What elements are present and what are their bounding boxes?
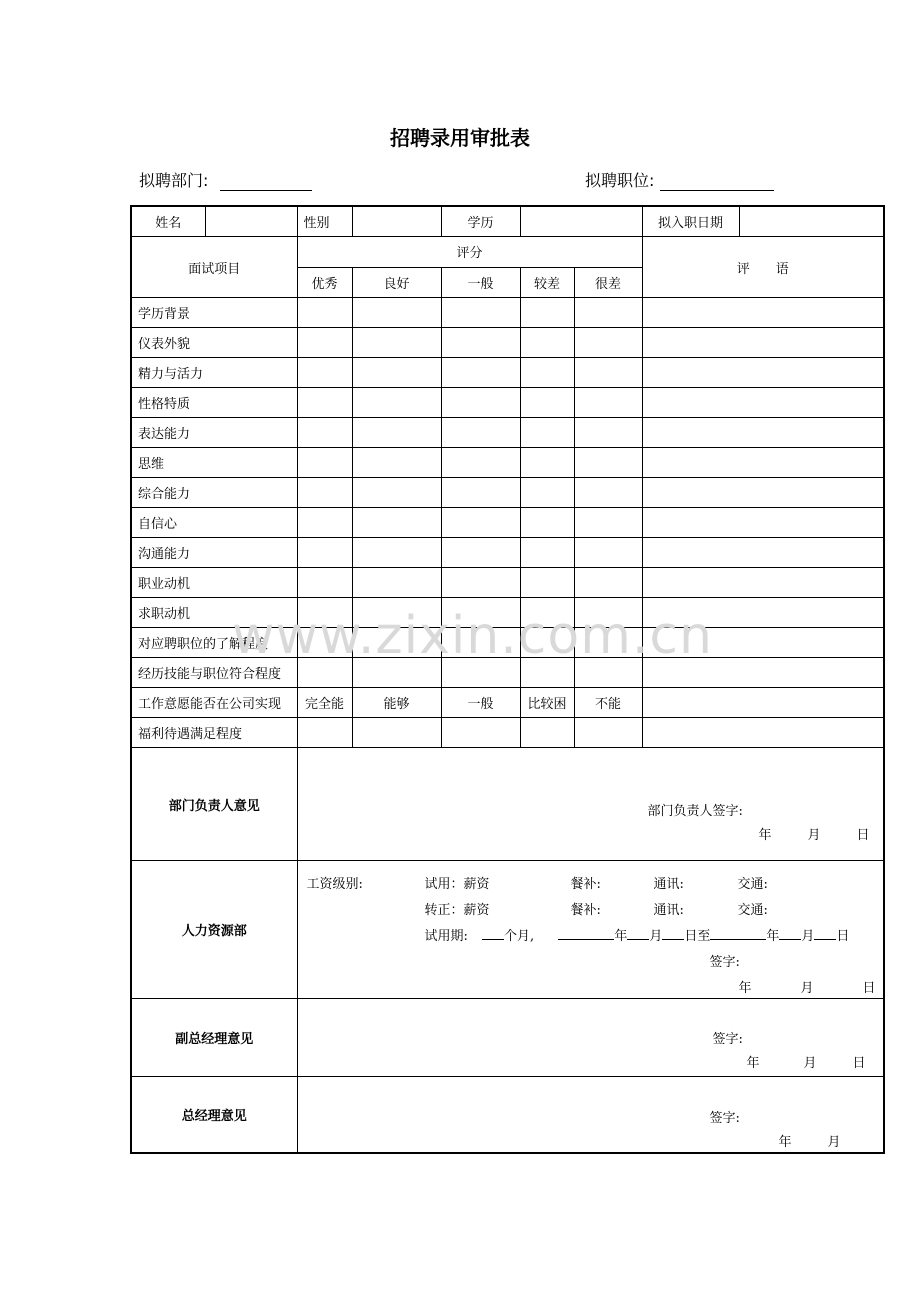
start-year-blank[interactable] [558, 927, 614, 940]
grade-poor: 较差 [520, 267, 574, 298]
score-cell[interactable] [574, 388, 642, 418]
eval-item-label: 沟通能力 [131, 538, 297, 568]
year-label: 年 [746, 1056, 760, 1071]
eval-item-row [131, 448, 884, 478]
score-cell[interactable] [574, 538, 642, 568]
score-cell[interactable] [441, 508, 520, 538]
hr-row [131, 861, 884, 999]
approval-form-table [130, 205, 885, 1154]
dept-label: 拟聘部门: [139, 171, 209, 190]
vice-gm-label: 副总经理意见 [131, 999, 297, 1077]
score-cell[interactable] [441, 388, 520, 418]
score-cell[interactable] [441, 328, 520, 358]
score-cell[interactable] [297, 388, 352, 418]
comm-label: 通讯: [653, 903, 684, 918]
comment-cell[interactable] [642, 538, 884, 568]
score-cell[interactable] [441, 628, 520, 658]
score-cell[interactable] [574, 358, 642, 388]
month-label: 月 [801, 929, 815, 944]
score-cell[interactable] [574, 478, 642, 508]
score-cell[interactable] [297, 298, 352, 328]
start-day-blank[interactable] [662, 927, 684, 940]
eval-rows [131, 298, 884, 688]
eval-item-row [131, 538, 884, 568]
score-cell[interactable] [352, 328, 441, 358]
comment-cell[interactable] [642, 328, 884, 358]
eval-item-label: 对应聘职位的了解程度 [131, 628, 297, 658]
eval-item-label: 学历背景 [131, 298, 297, 328]
willing-option[interactable]: 完全能 [297, 688, 352, 718]
eval-item-label: 表达能力 [131, 418, 297, 448]
name-cell[interactable] [205, 206, 297, 237]
grade-excellent: 优秀 [297, 267, 352, 298]
score-cell[interactable] [352, 358, 441, 388]
transport-label: 交通: [737, 903, 768, 918]
eval-item-label: 性格特质 [131, 388, 297, 418]
eval-item-label: 经历技能与职位符合程度 [131, 658, 297, 688]
eval-item-label: 自信心 [131, 508, 297, 538]
score-cell[interactable] [297, 568, 352, 598]
meal-label: 餐补: [570, 903, 601, 918]
day-label: 日 [856, 828, 870, 843]
dept-field [139, 168, 312, 191]
score-cell[interactable] [441, 358, 520, 388]
eval-header-row [131, 237, 884, 268]
welfare-row [131, 718, 884, 748]
month-label: 月 [803, 1056, 817, 1071]
score-cell[interactable] [441, 568, 520, 598]
score-cell[interactable] [520, 358, 574, 388]
score-cell[interactable] [352, 478, 441, 508]
end-month-blank[interactable] [779, 927, 801, 940]
months-blank[interactable] [482, 927, 504, 940]
score-cell[interactable] [574, 568, 642, 598]
score-cell[interactable] [441, 598, 520, 628]
name-label: 姓名 [131, 206, 205, 237]
hr-box[interactable] [297, 861, 884, 999]
score-cell[interactable] [520, 598, 574, 628]
eval-item-row [131, 598, 884, 628]
month-unit: 个月, [504, 929, 535, 944]
willing-option[interactable]: 不能 [574, 688, 642, 718]
eval-item-row [131, 508, 884, 538]
score-cell[interactable] [441, 448, 520, 478]
end-year-blank[interactable] [710, 927, 766, 940]
score-cell[interactable] [441, 478, 520, 508]
transport-label: 交通: [737, 877, 768, 892]
eval-item-row [131, 358, 884, 388]
score-cell[interactable] [520, 328, 574, 358]
day-label: 日 [862, 981, 876, 996]
position-field [585, 168, 774, 191]
month-label: 月 [807, 828, 821, 843]
score-cell[interactable] [520, 418, 574, 448]
score-cell[interactable] [297, 718, 352, 748]
score-cell[interactable] [352, 598, 441, 628]
to-label: 日至 [684, 929, 711, 944]
welfare-item: 福利待遇满足程度 [131, 718, 297, 748]
score-cell[interactable] [352, 628, 441, 658]
dept-opinion-row [131, 748, 884, 861]
score-cell[interactable] [574, 628, 642, 658]
gm-row [131, 1077, 884, 1154]
score-cell[interactable] [297, 418, 352, 448]
score-header: 评分 [297, 237, 642, 268]
eval-item-row [131, 388, 884, 418]
willing-row [131, 688, 884, 718]
eval-item-row [131, 568, 884, 598]
score-cell[interactable] [297, 538, 352, 568]
score-cell[interactable] [441, 718, 520, 748]
salary-level-label: 工资级别: [306, 877, 363, 892]
year-label: 年 [778, 1135, 792, 1150]
year-label: 年 [766, 929, 780, 944]
score-cell[interactable] [352, 658, 441, 688]
score-cell[interactable] [574, 508, 642, 538]
willing-item: 工作意愿能否在公司实现 [131, 688, 297, 718]
score-cell[interactable] [441, 658, 520, 688]
eval-item-label: 求职动机 [131, 598, 297, 628]
comment-cell[interactable] [642, 628, 884, 658]
comment-cell[interactable] [642, 718, 884, 748]
form-title: 招聘录用审批表 [390, 126, 530, 150]
dept-sign-label: 部门负责人签字: [647, 804, 743, 819]
score-cell[interactable] [574, 298, 642, 328]
willing-option[interactable]: 比较困 [520, 688, 574, 718]
end-day-blank[interactable] [814, 927, 836, 940]
comment-cell[interactable] [642, 598, 884, 628]
dept-opinion-label: 部门负责人意见 [131, 748, 297, 861]
score-cell[interactable] [520, 448, 574, 478]
item-header: 面试项目 [131, 237, 297, 298]
score-cell[interactable] [520, 628, 574, 658]
dept-opinion-box[interactable] [297, 748, 884, 861]
eval-item-row [131, 298, 884, 328]
day-label: 日 [852, 1056, 866, 1071]
score-cell[interactable] [520, 538, 574, 568]
score-cell[interactable] [297, 328, 352, 358]
gm-sign-label: 签字: [709, 1111, 740, 1126]
year-label: 年 [758, 828, 772, 843]
comment-header: 评 语 [642, 237, 884, 298]
comment-cell[interactable] [642, 478, 884, 508]
score-cell[interactable] [574, 718, 642, 748]
eval-item-row [131, 328, 884, 358]
gm-label: 总经理意见 [131, 1077, 297, 1154]
eval-item-label: 思维 [131, 448, 297, 478]
regular-salary-label: 转正：薪资 [424, 903, 490, 918]
score-cell[interactable] [297, 448, 352, 478]
score-cell[interactable] [574, 448, 642, 478]
score-cell[interactable] [574, 658, 642, 688]
score-cell[interactable] [441, 538, 520, 568]
start-date-label: 拟入职日期 [642, 206, 739, 237]
comment-cell[interactable] [642, 418, 884, 448]
comm-label: 通讯: [653, 877, 684, 892]
grade-good: 良好 [352, 267, 441, 298]
hr-sign-label: 签字: [709, 955, 740, 970]
basic-info-row [131, 206, 884, 237]
score-cell[interactable] [297, 598, 352, 628]
year-label: 年 [738, 981, 752, 996]
score-cell[interactable] [297, 358, 352, 388]
score-cell[interactable] [520, 568, 574, 598]
gender-label: 性别 [297, 206, 352, 237]
probation-label: 试用期: [424, 929, 468, 944]
eval-item-row [131, 628, 884, 658]
score-cell[interactable] [297, 658, 352, 688]
willing-option[interactable]: 能够 [352, 688, 441, 718]
eval-item-row [131, 658, 884, 688]
month-label: 月 [800, 981, 814, 996]
gm-box[interactable] [297, 1077, 884, 1154]
comment-cell[interactable] [642, 298, 884, 328]
eval-item-row [131, 478, 884, 508]
month-label: 月 [649, 929, 663, 944]
grade-very-poor: 很差 [574, 267, 642, 298]
score-cell[interactable] [297, 628, 352, 658]
comment-cell[interactable] [642, 358, 884, 388]
day-label: 日 [836, 929, 850, 944]
score-cell[interactable] [520, 658, 574, 688]
position-label: 拟聘职位: [585, 171, 655, 190]
score-cell[interactable] [520, 718, 574, 748]
vice-gm-sign-label: 签字: [712, 1032, 743, 1047]
score-cell[interactable] [352, 538, 441, 568]
eval-item-row [131, 418, 884, 448]
year-label: 年 [614, 929, 628, 944]
score-cell[interactable] [352, 448, 441, 478]
education-cell[interactable] [520, 206, 642, 237]
score-cell[interactable] [520, 508, 574, 538]
position-blank[interactable] [660, 190, 774, 191]
willing-option[interactable]: 一般 [441, 688, 520, 718]
score-cell[interactable] [441, 298, 520, 328]
grade-average: 一般 [441, 267, 520, 298]
month-label: 月 [827, 1135, 841, 1150]
score-cell[interactable] [297, 508, 352, 538]
score-cell[interactable] [352, 508, 441, 538]
meal-label: 餐补: [570, 877, 601, 892]
start-date-cell[interactable] [739, 206, 884, 237]
comment-cell[interactable] [642, 658, 884, 688]
score-cell[interactable] [352, 298, 441, 328]
start-month-blank[interactable] [627, 927, 649, 940]
score-cell[interactable] [574, 328, 642, 358]
probation-line [425, 925, 850, 944]
comment-cell[interactable] [642, 568, 884, 598]
trial-salary-label: 试用：薪资 [424, 877, 490, 892]
score-cell[interactable] [352, 568, 441, 598]
score-cell[interactable] [352, 718, 441, 748]
dept-blank[interactable] [220, 190, 312, 191]
score-cell[interactable] [352, 388, 441, 418]
score-cell[interactable] [520, 388, 574, 418]
comment-cell[interactable] [642, 508, 884, 538]
comment-cell[interactable] [642, 388, 884, 418]
score-cell[interactable] [574, 418, 642, 448]
score-cell[interactable] [574, 598, 642, 628]
score-cell[interactable] [520, 478, 574, 508]
score-cell[interactable] [297, 478, 352, 508]
comment-cell[interactable] [642, 448, 884, 478]
eval-item-label: 职业动机 [131, 568, 297, 598]
score-cell[interactable] [441, 418, 520, 448]
eval-item-label: 精力与活力 [131, 358, 297, 388]
vice-gm-box[interactable] [297, 999, 884, 1077]
hr-label: 人力资源部 [131, 861, 297, 999]
score-cell[interactable] [520, 298, 574, 328]
comment-cell[interactable] [642, 688, 884, 718]
gender-cell[interactable] [352, 206, 441, 237]
eval-item-label: 综合能力 [131, 478, 297, 508]
vice-gm-row [131, 999, 884, 1077]
watermark: www.zixin.com.cn [232, 606, 713, 666]
eval-item-label: 仪表外貌 [131, 328, 297, 358]
score-cell[interactable] [352, 418, 441, 448]
education-label: 学历 [441, 206, 520, 237]
